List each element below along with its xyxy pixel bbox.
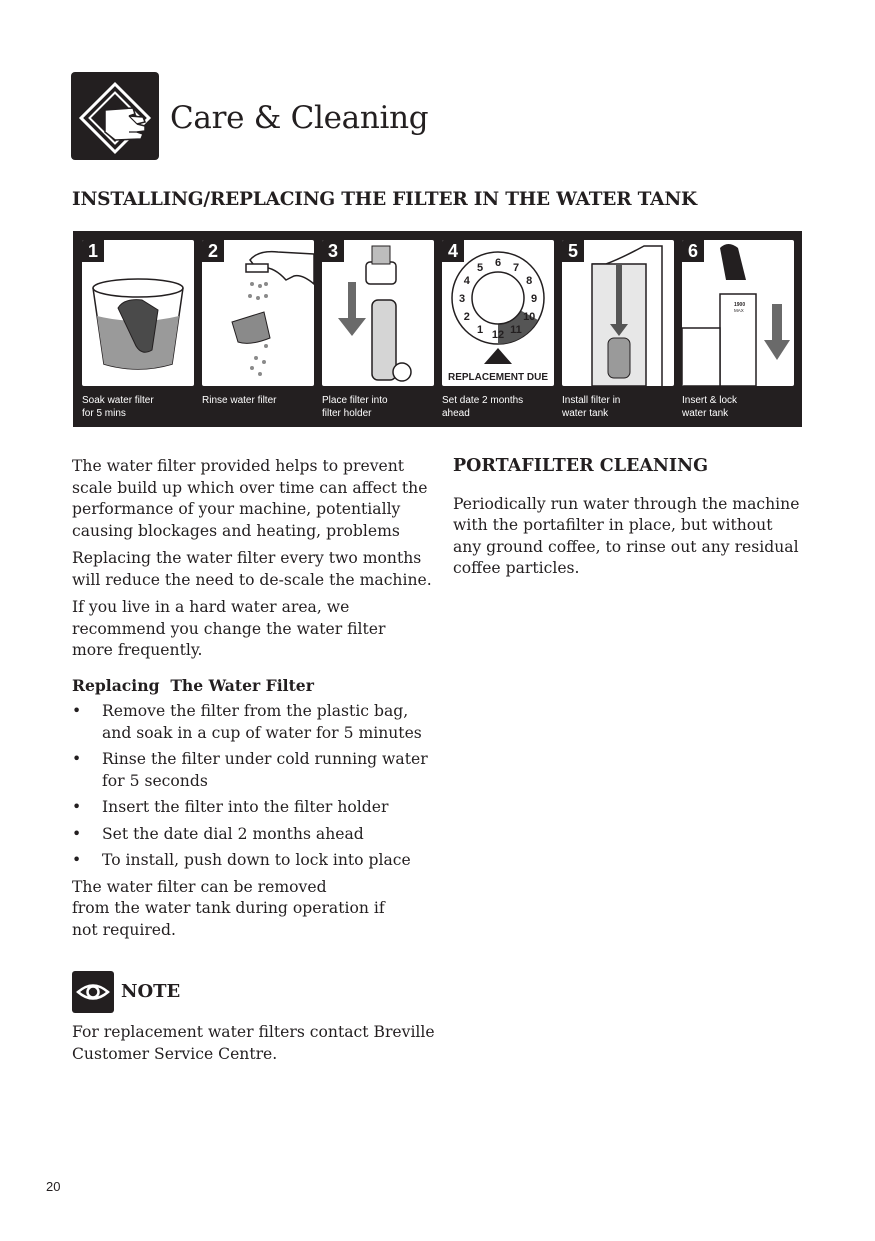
- step-1-number: 1: [82, 240, 104, 262]
- step-6-panel: [682, 240, 794, 386]
- tank-capacity-label: 1900: [734, 302, 746, 308]
- dial-number: 10: [523, 311, 536, 323]
- intro-paragraph-1: The water filter provided helps to prevent scale build up which over time can affect the performance of your machine, potentially causing blockages and heating, problems: [72, 457, 428, 540]
- step-5-panel: [562, 240, 674, 386]
- dial-number: 11: [510, 324, 522, 337]
- step-2-number: 2: [202, 240, 224, 262]
- tank-max-label: MAX: [734, 308, 744, 313]
- list-item: • Insert the filter into the filter holder: [72, 798, 389, 816]
- step-4-panel: [442, 240, 554, 386]
- dial-number: 6: [494, 257, 502, 269]
- step-3-number: 3: [322, 240, 344, 262]
- portafilter-cleaning-text: Periodically run water through the machine with the portafilter in place, but without any ground coffee, to rinse out any residual coffee particles.: [453, 494, 800, 577]
- step-4-number: 4: [442, 240, 464, 262]
- step-4-caption: Set date 2 months ahead: [442, 395, 524, 419]
- dial-number: 8: [526, 275, 533, 287]
- replacement-due-label: REPLACEMENT DUE: [447, 372, 549, 383]
- replacing-steps-list: [72, 701, 432, 872]
- dial-number: 9: [530, 293, 538, 305]
- dial-number: 3: [458, 293, 466, 305]
- step-2-caption: Rinse water filter: [202, 395, 277, 406]
- step-1-caption: Soak water filter for 5 mins: [82, 395, 154, 419]
- intro-paragraph-2: Replacing the water filter every two months will reduce the need to de-scale the machine.: [72, 549, 432, 589]
- care-cleaning-hand-icon: [71, 72, 159, 160]
- page-title: Care & Cleaning: [170, 100, 429, 136]
- filter-steps-strip: [73, 231, 802, 427]
- step-2-panel: [202, 240, 314, 386]
- closing-paragraph: The water filter can be removed from the water tank during operation if not required.: [72, 877, 385, 939]
- step-5-caption: Install filter in water tank: [562, 395, 621, 419]
- dial-number: 1: [476, 324, 484, 337]
- portafilter-cleaning-heading: PORTAFILTER CLEANING: [453, 456, 709, 476]
- step-3-panel: [322, 240, 434, 386]
- page-number: 20: [46, 1179, 61, 1194]
- dial-number: 7: [512, 261, 520, 274]
- list-item: • Remove the filter from the plastic bag, and soak in a cup of water for 5 minutes: [72, 702, 422, 742]
- dial-number: 4: [463, 275, 470, 287]
- left-column: [72, 456, 432, 947]
- intro-paragraph-3: If you live in a hard water area, we recommend you change the water filter more frequently.: [72, 598, 386, 659]
- list-item: • Rinse the filter under cold running water for 5 seconds: [72, 750, 428, 790]
- step-5-number: 5: [562, 240, 584, 262]
- step-6-caption: Insert & lock water tank: [682, 395, 738, 419]
- list-item: • Set the date dial 2 months ahead: [72, 824, 364, 843]
- step-1-panel: [82, 240, 194, 386]
- dial-number: 5: [476, 261, 484, 274]
- dial-number: 2: [463, 311, 470, 323]
- section-title: INSTALLING/REPLACING THE FILTER IN THE WATER TANK: [72, 189, 697, 210]
- list-item: • To install, push down to lock into place: [72, 851, 411, 869]
- note-title: NOTE: [121, 981, 181, 1002]
- eye-icon: [72, 971, 114, 1013]
- step-3-caption: Place filter into filter holder: [322, 395, 388, 419]
- right-column: [453, 456, 813, 580]
- note-text: For replacement water filters contact Breville Customer Service Centre.: [72, 1023, 435, 1063]
- step-6-number: 6: [682, 240, 704, 262]
- dial-number: 12: [491, 329, 505, 341]
- replacing-filter-heading: Replacing The Water Filter: [72, 675, 314, 695]
